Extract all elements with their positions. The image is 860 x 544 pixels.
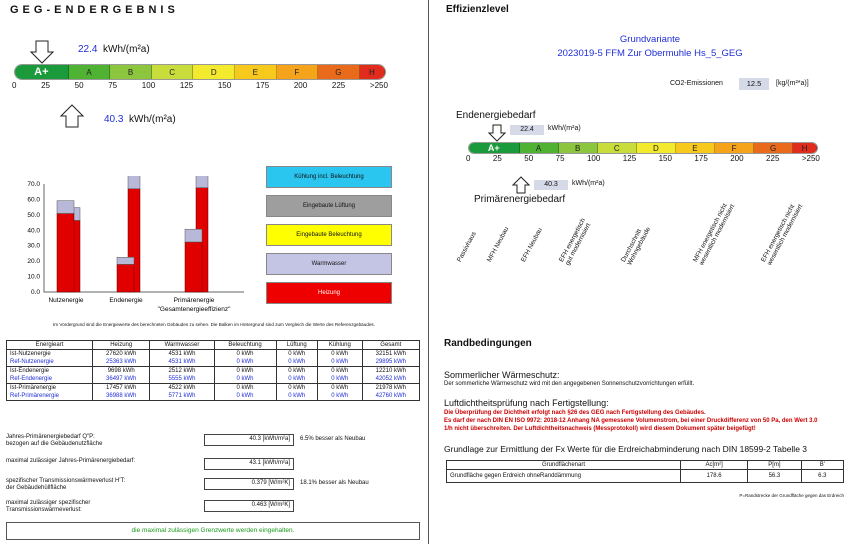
energy-col-header: Lüftung <box>276 341 318 350</box>
category-label: Passivhaus <box>456 230 478 264</box>
energy-cell: 12210 kWh <box>362 367 419 376</box>
scale-tick: 25 <box>492 154 502 163</box>
energy-cell: 21978 kWh <box>362 384 419 393</box>
energy-cell: 0 kWh <box>318 358 363 367</box>
scale-tick: 225 <box>331 81 346 90</box>
requirement-value: 0.463 [W/m²K] <box>204 500 294 512</box>
scale-tick: 125 <box>179 81 194 90</box>
requirement-note: 18.1% besser als Neubau <box>300 480 369 486</box>
scale-tick: 50 <box>74 81 84 90</box>
right-title: Effizienzlevel <box>446 4 509 15</box>
y-tick-label: 0.0 <box>30 289 40 296</box>
end-unit: kWh/(m²a) <box>103 44 150 55</box>
scale-tick: 150 <box>658 154 672 163</box>
end-value-line <box>78 44 150 55</box>
energy-cell: 0 kWh <box>318 350 363 359</box>
scale-tick: 25 <box>41 81 51 90</box>
right-end-unit: kWh/(m²a) <box>548 125 581 132</box>
end-label: Endenergiebedarf <box>456 110 536 121</box>
bar-warmwater-ist <box>57 201 74 214</box>
y-tick-label: 70.0 <box>27 181 40 188</box>
category-label: EFH Neubau <box>520 226 544 264</box>
summer-title: Sommerlicher Wärmeschutz: <box>444 370 560 380</box>
energy-row <box>7 350 420 359</box>
scale-class-3: C <box>598 143 637 153</box>
right-primary-arrow-icon <box>512 176 530 194</box>
energy-col-header: Gesamt <box>362 341 419 350</box>
bar-warmwater-ref <box>128 176 140 189</box>
scale-class-6: F <box>277 65 319 79</box>
energy-cell: 29895 kWh <box>362 358 419 367</box>
energy-cell: 0 kWh <box>276 392 318 401</box>
category-label: EFH energetisch nicht wesentlich modernisiert <box>760 203 805 267</box>
scale-tick: 0 <box>12 81 17 90</box>
co2-label: CO2-Emissionen <box>670 80 723 87</box>
page-divider <box>428 0 429 544</box>
legend-cooling: Kühlung incl. Beleuchtung <box>266 166 392 188</box>
energy-row <box>7 367 420 376</box>
status-box: die maximal zulässigen Grenzwerte werden eingehalten. <box>6 522 420 540</box>
scale-class-1: A <box>520 143 559 153</box>
scale-tick: 75 <box>555 154 565 163</box>
energy-cell: 36497 kWh <box>93 375 150 384</box>
energy-row <box>7 384 420 393</box>
scale-class-4: D <box>193 65 235 79</box>
scale-class-2: B <box>559 143 598 153</box>
energy-cell: Ref-Endenergie <box>7 375 93 384</box>
requirement-label: maximal zulässiger spezifischer Transmissionswärmeverlust: <box>6 500 91 513</box>
randbedingungen-heading: Randbedingungen <box>444 338 532 349</box>
summer-text: Der sommerliche Wärmeschutz wird mit den angegebenen Sonnenschutzvorrichtungen erfüllt. <box>444 381 695 387</box>
x-category-sublabel: "Gesamtenergieeffizienz" <box>157 306 231 313</box>
energy-col-header: Kühlung <box>318 341 363 350</box>
y-tick-label: 60.0 <box>27 196 40 204</box>
energy-cell: 5555 kWh <box>150 375 214 384</box>
energy-cell: 17457 kWh <box>93 384 150 393</box>
bar-heating-ist <box>117 264 134 292</box>
energy-cell: 0 kWh <box>276 384 318 393</box>
scale-class-5: E <box>676 143 715 153</box>
requirement-label: spezifischer Transmissionswärmeverlust H'T: der Gebäudehüllfläche <box>6 478 126 491</box>
legend-ventilation: Eingebaute Lüftung <box>266 195 392 217</box>
primary-unit: kWh/(m²a) <box>129 114 176 125</box>
scale-tick: 100 <box>141 81 156 90</box>
energy-cell: Ist-Nutzenergie <box>7 350 93 359</box>
y-tick-label: 20.0 <box>27 258 40 266</box>
scale-class-8: H <box>360 65 385 79</box>
energy-col-header: Energieart <box>7 341 93 350</box>
scale-tick: 150 <box>217 81 232 90</box>
air-title: Luftdichtheitsprüfung nach Fertigstellung: <box>444 398 609 408</box>
bar-warmwater-ref <box>196 176 208 188</box>
energy-cell: 4531 kWh <box>150 358 214 367</box>
fx-table <box>446 460 844 483</box>
energy-cell: 42760 kWh <box>362 392 419 401</box>
chart-legend <box>266 166 392 306</box>
bar-heating-ist <box>185 242 202 292</box>
legend-warmwater: Warmwasser <box>266 253 392 275</box>
scale-tick: 50 <box>524 154 534 163</box>
energy-cell: 0 kWh <box>318 384 363 393</box>
energy-row <box>7 358 420 367</box>
chart-note: Im Vordergrund sind die Energiewerte des berechneten Gebäudes zu sehen. Die Balken im Hintergrund sind zum Vergleich die Werte des Referenzgebäudes. <box>53 322 375 327</box>
scale-class-7: G <box>318 65 360 79</box>
energy-cell: 0 kWh <box>214 367 276 376</box>
x-category-label: Nutzenergie <box>48 297 84 304</box>
requirement-label: Jahres-Primärenergiebedarf Q"P: bezogen auf die Gebäudenutzfläche <box>6 434 103 447</box>
energy-cell: 0 kWh <box>276 367 318 376</box>
scale-class-1: A <box>69 65 111 79</box>
energy-cell: 36988 kWh <box>93 392 150 401</box>
energy-cell: 27620 kWh <box>93 350 150 359</box>
energy-cell: 32151 kWh <box>362 350 419 359</box>
requirements <box>6 432 420 512</box>
energy-row <box>7 375 420 384</box>
energy-cell: 0 kWh <box>214 392 276 401</box>
category-label: Durchschnitt Wohngebäude <box>620 226 653 267</box>
primary-arrow-icon <box>60 104 84 128</box>
scale-tick: 100 <box>586 154 601 163</box>
variant-name: Grundvariante <box>619 34 681 45</box>
energy-row <box>7 392 420 401</box>
scale-class-4: D <box>637 143 676 153</box>
scale-class-0: A+ <box>15 65 69 79</box>
scale-tick: >250 <box>801 154 820 163</box>
category-label: EFH energetisch gut modernisiert <box>558 217 593 267</box>
scale-tick: 175 <box>694 154 708 163</box>
scale-tick: 200 <box>730 154 744 163</box>
co2-value: 12.5 <box>739 78 769 90</box>
energy-table <box>6 340 420 401</box>
energy-cell: 0 kWh <box>214 375 276 384</box>
bar-warmwater-ist <box>117 257 134 264</box>
fx-table-header: Grundflächenart Ac[m²] P[m] B' <box>447 461 844 470</box>
energy-cell: 0 kWh <box>214 350 276 359</box>
requirement-value: 40.3 [kWh/m²a] <box>204 434 294 446</box>
scale-tick: 0 <box>466 154 471 163</box>
requirement-value: 43.1 [kWh/m²a] <box>204 458 294 470</box>
scale-tick: >250 <box>369 81 388 90</box>
scale-class-3: C <box>152 65 194 79</box>
y-tick-label: 10.0 <box>27 273 40 281</box>
scale-class-7: G <box>754 143 793 153</box>
energy-cell: 0 kWh <box>276 375 318 384</box>
scale-tick: 200 <box>293 81 308 90</box>
energy-cell: 0 kWh <box>318 375 363 384</box>
energy-cell: Ist-Endenergie <box>7 367 93 376</box>
energy-cell: 2512 kWh <box>150 367 214 376</box>
y-tick-label: 50.0 <box>27 211 40 219</box>
scale-class-8: H <box>793 143 817 153</box>
energy-scale-bar <box>14 64 386 80</box>
energy-cell: 5771 kWh <box>150 392 214 401</box>
requirement-label: maximal zulässiger Jahres-Primärenergiebedarf: <box>6 458 136 464</box>
end-arrow-icon <box>30 40 54 64</box>
energy-scale-ticks <box>12 81 388 90</box>
project-name: 2023019-5 FFM Zur Obermuhle Hs_5_GEG <box>557 48 743 59</box>
energy-cell: 0 kWh <box>214 358 276 367</box>
right-primary-unit: kWh/(m²a) <box>572 180 605 187</box>
legend-heating: Heizung <box>266 282 392 304</box>
energy-col-header: Beleuchtung <box>214 341 276 350</box>
scale-class-2: B <box>110 65 152 79</box>
energy-cell: 0 kWh <box>214 384 276 393</box>
air-text: Die Überprüfung der Dichtheit erfolgt nach §26 des GEG nach Fertigstellung des Gebäudes. Es darf der nach DIN EN ISO 9972: 2018-12 Anhang NA gemessene Volumenstrom, bei einer Druckdifferenz von 50 Pa, den Wert 3.0 1/h nicht überschreiten. Der Luftdichtheitsnachweis (Messprotokoll) wird diesem Dokument später beigefügt! <box>444 410 818 432</box>
building-categories <box>440 200 840 300</box>
energy-col-header: Heizung <box>93 341 150 350</box>
energy-table-header <box>7 341 420 350</box>
category-label: MFH energetisch nicht wesentlich modernisiert <box>692 202 737 267</box>
energy-col-header: Warmwasser <box>150 341 214 350</box>
primary-value: 40.3 <box>104 114 124 125</box>
scale-tick: 225 <box>766 154 780 163</box>
energy-bar-chart <box>14 176 254 316</box>
requirement-value: 0.379 [W/m²K] <box>204 478 294 490</box>
category-label: MFH Neubau <box>486 225 511 264</box>
energy-cell: 9698 kWh <box>93 367 150 376</box>
fx-title: Grundlage zur Ermittlung der Fx Werte für die Erdreichabminderung nach DIN 18599-2 Tabelle 3 <box>444 444 808 454</box>
energy-cell: 42052 kWh <box>362 375 419 384</box>
primary-label: Primärenergiebedarf <box>474 194 566 205</box>
fx-table-row: Grundfläche gegen Erdreich ohneRanddämmung 178.6 56.3 6.3 <box>447 470 844 483</box>
scale-tick: 75 <box>108 81 118 90</box>
energy-cell: Ist-Primärenergie <box>7 384 93 393</box>
energy-cell: 4531 kWh <box>150 350 214 359</box>
right-end-arrow-icon <box>488 124 506 142</box>
energy-cell: Ref-Nutzenergie <box>7 358 93 367</box>
energy-cell: 4522 kWh <box>150 384 214 393</box>
primary-value-line <box>104 114 176 125</box>
y-tick-label: 40.0 <box>27 227 40 235</box>
energy-cell: 0 kWh <box>318 392 363 401</box>
scale-tick: 125 <box>622 154 637 163</box>
right-end-value: 22.4 <box>510 125 544 135</box>
bar-heating-ist <box>57 213 74 292</box>
end-value: 22.4 <box>78 44 98 55</box>
right-primary-value: 40.3 <box>534 180 568 190</box>
right-energy-scale-ticks <box>466 154 820 163</box>
scale-class-6: F <box>715 143 754 153</box>
left-title: GEG-ENDERGEBNIS <box>10 4 179 16</box>
y-tick-label: 30.0 <box>27 242 40 250</box>
requirement-note: 6.5% besser als Neubau <box>300 436 366 442</box>
x-category-label: Endenergie <box>109 297 143 304</box>
energy-cell: 0 kWh <box>276 358 318 367</box>
fx-note: P=Randstrecke der Grundfläche gegen das Erdreich <box>739 493 844 498</box>
co2-unit: [kg/(m²*a)] <box>776 80 809 87</box>
energy-cell: 25363 kWh <box>93 358 150 367</box>
right-energy-scale-bar <box>468 142 818 154</box>
energy-cell: 0 kWh <box>318 367 363 376</box>
energy-cell: Ref-Primärenergie <box>7 392 93 401</box>
energy-cell: 0 kWh <box>276 350 318 359</box>
legend-lighting: Eingebaute Beleuchtung <box>266 224 392 246</box>
scale-class-0: A+ <box>469 143 520 153</box>
scale-tick: 175 <box>255 81 270 90</box>
bar-warmwater-ist <box>185 229 202 242</box>
x-category-label: Primärenergie <box>173 297 215 304</box>
scale-class-5: E <box>235 65 277 79</box>
